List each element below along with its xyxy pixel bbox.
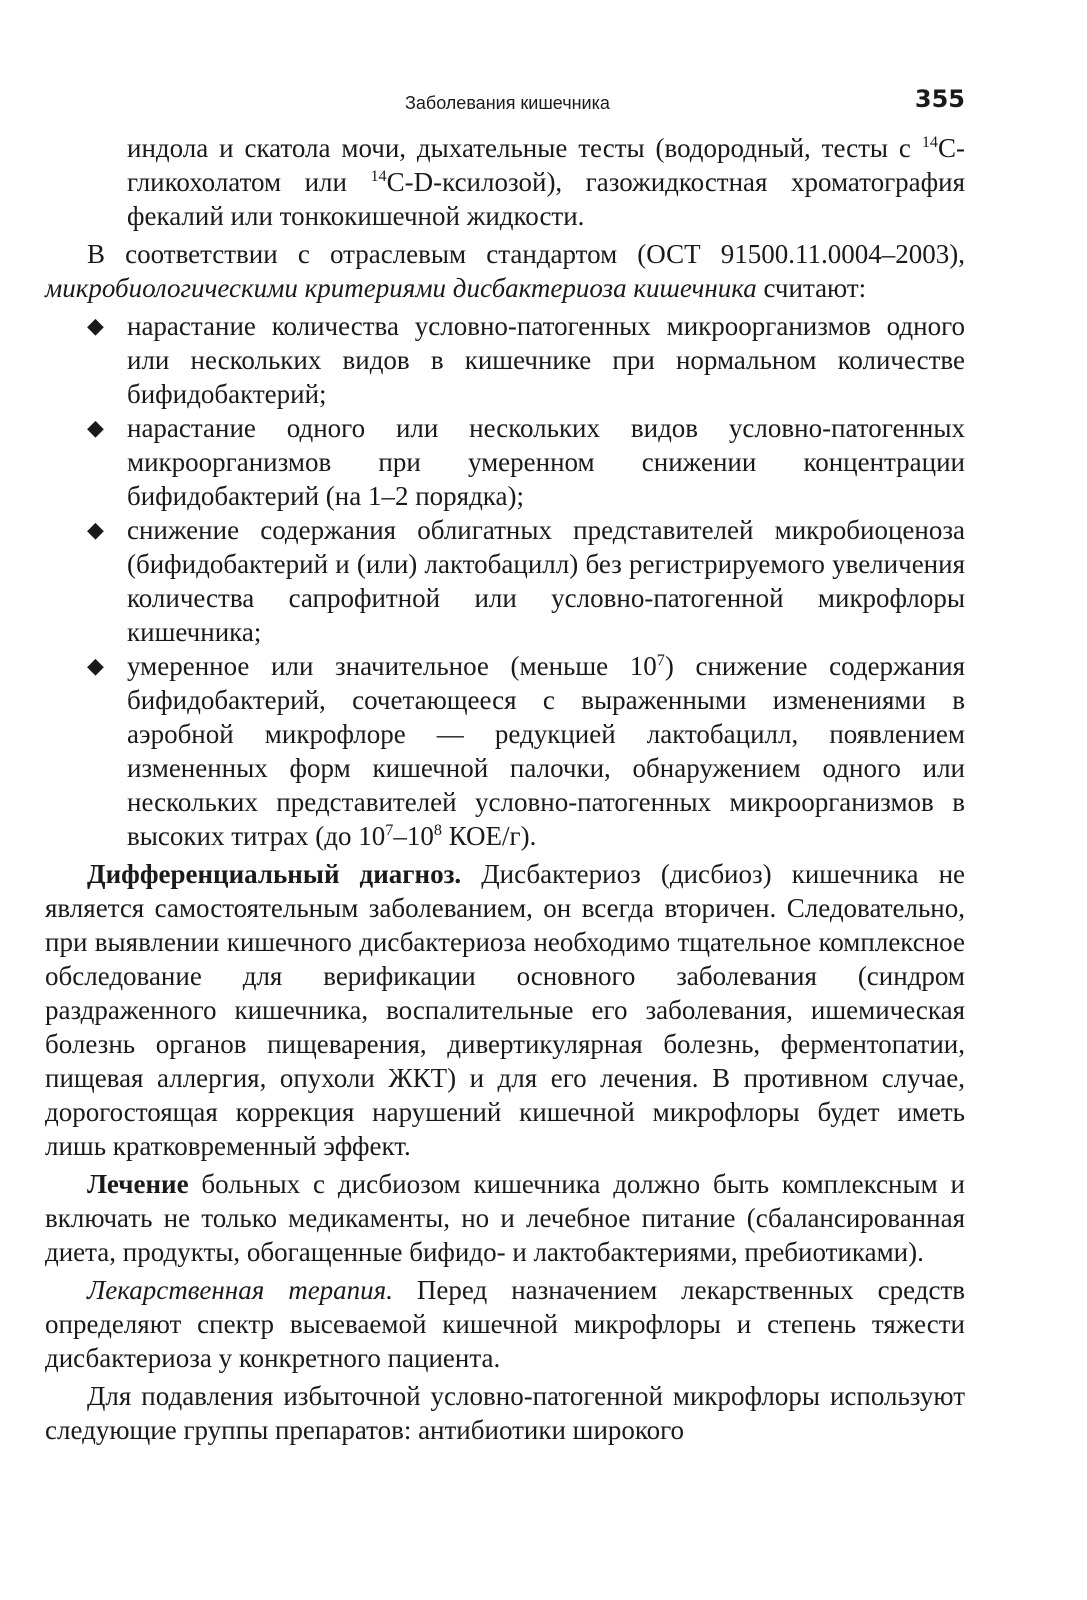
text-run: C-D-ксилозой), газожидкостная хроматография фекалий или тонкокишечной жидкости.	[127, 167, 965, 231]
text-run: умеренное или значительное (меньше 10	[127, 651, 657, 681]
criteria-list	[45, 309, 965, 853]
superscript: 14	[921, 133, 938, 151]
text-run: больных с дисбиозом кишечника должно быть комплексным и включать не только медикаменты, но и лечебное питание (сбалансированная диета, продукты, обогащенные бифидо- и лактобактериями, пребиотиками).	[45, 1169, 965, 1267]
paragraph-continuation	[45, 131, 965, 233]
paragraph-treatment	[45, 1167, 965, 1269]
bullet-icon: ◆	[87, 415, 104, 440]
list-item	[45, 309, 965, 411]
list-item	[45, 649, 965, 853]
paragraph-suppression	[45, 1379, 965, 1447]
bullet-icon: ◆	[87, 517, 104, 542]
text-run: Для подавления избыточной условно-патогенной микрофлоры используют следующие группы препаратов: антибиотики широкого	[45, 1381, 965, 1445]
list-item-text: нарастание одного или нескольких видов условно-патогенных микроорганизмов при умеренном снижении концентрации бифидобактерий (на 1–2 порядка);	[127, 413, 965, 511]
list-item	[45, 411, 965, 513]
text-run: –10	[393, 821, 434, 851]
superscript: 7	[656, 651, 665, 669]
bold-heading: Дифференциальный диагноз.	[87, 859, 462, 889]
running-title: Заболевания кишечника	[405, 93, 610, 113]
text-run: C-гликохолатом или	[127, 133, 965, 197]
italic-term: микробиологическими критериями дисбактериоза кишечника	[45, 273, 757, 303]
text-run: В соответствии с отраслевым стандартом (ОСТ 91500.11.0004–2003),	[87, 239, 965, 269]
page-number: 355	[914, 85, 965, 113]
list-item	[45, 513, 965, 649]
bullet-icon: ◆	[87, 653, 104, 678]
text-run: ) снижение содержания бифидобактерий, сочетающееся с выраженными изменениями в аэробной микрофлоре — редукцией лактобацилл, появлением измененных форм кишечной палочки, обнаружением одного или нескольких представителей условно-патогенных микроорганизмов в высоких титрах (до 10	[127, 651, 966, 851]
superscript: 14	[370, 167, 387, 185]
paragraph-standard	[45, 237, 965, 305]
superscript: 8	[433, 821, 442, 839]
page-header	[45, 85, 965, 123]
text-run: КОЕ/г).	[441, 821, 537, 851]
superscript: 7	[385, 821, 394, 839]
list-item-text: нарастание количества условно-патогенных микроорганизмов одного или нескольких видов в кишечнике при нормальном количестве бифидобактерий;	[127, 311, 965, 409]
text-run: индола и скатола мочи, дыхательные тесты (водородный, тесты с	[127, 133, 922, 163]
paragraph-drug-therapy	[45, 1273, 965, 1375]
bullet-icon: ◆	[87, 313, 104, 338]
paragraph-differential-diagnosis	[45, 857, 965, 1163]
bold-heading: Лечение	[87, 1169, 189, 1199]
text-run: Перед назначением лекарственных средств определяют спектр высеваемой кишечной микрофлоры и степень тяжести дисбактериоза у конкретного пациента.	[45, 1275, 965, 1373]
text-run: Дисбактериоз (дисбиоз) кишечника не является самостоятельным заболеванием, он всегда вторичен. Следовательно, при выявлении кишечного дисбактериоза необходимо тщательное комплексное обследование для верификации основного заболевания (синдром раздраженного кишечника, воспалительные его заболевания, ишемическая болезнь органов пищеварения, дивертикулярная болезнь, ферментопатии, пищевая аллергия, опухоли ЖКТ) и для его лечения. В противном случае, дорогостоящая коррекция нарушений кишечной микрофлоры будет иметь лишь кратковременный эффект.	[45, 859, 966, 1161]
italic-heading: Лекарственная терапия.	[87, 1275, 393, 1305]
list-item-text: снижение содержания облигатных представителей микробиоценоза (бифидобактерий и (или) лактобацилл) без регистрируемого увеличения количества сапрофитной или условно-патогенной микрофлоры кишечника;	[127, 515, 965, 647]
text-run: считают:	[756, 273, 867, 303]
